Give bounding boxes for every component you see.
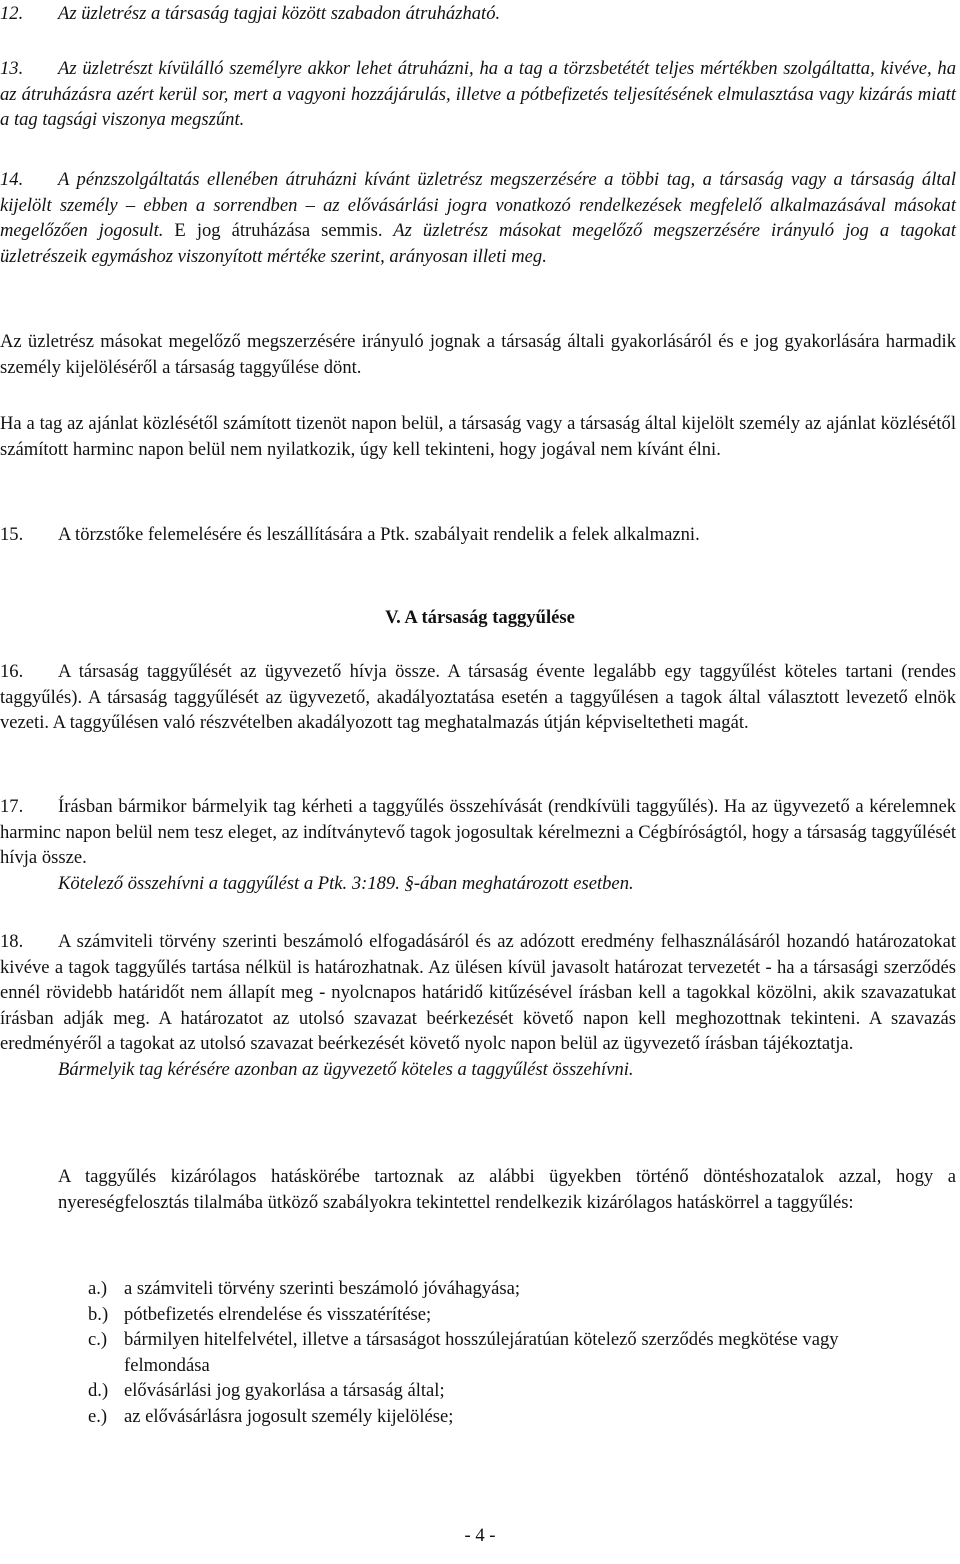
list-item-label: a.) <box>88 1278 108 1299</box>
paragraph-text: A taggyűlés kizárólagos hatáskörébe tartoznak az alábbi ügyekben történő döntéshozatalok azzal, hogy a nyereségfelosztás tilalmába ütköző szabályokra tekintettel rendelkezik kizárólagos hatáskörrel a taggyűlés: <box>58 1166 956 1213</box>
paragraph-16 <box>0 659 956 736</box>
paragraph-text: Írásban bármikor bármelyik tag kérheti a taggyűlés összehívását (rendkívüli taggyűlés). Ha az ügyvezető a kérelemnek harminc napon belül nem tesz eleget, az indítványtevő tagok jogosultak kérelmezni a Cégbíróságtól, hogy a társaság taggyűlését hívja össze. <box>0 796 956 869</box>
paragraph-text-2: Kötelező összehívni a taggyűlést a Ptk. 3:189. §-ában meghatározott esetben. <box>58 872 634 894</box>
list-item-text: pótbefizetés elrendelése és visszatérítése; <box>124 1303 432 1325</box>
paragraph-text: Az üzletrész a társaság tagjai között szabadon átruházható. <box>58 3 501 24</box>
paragraph-14-decision: Az üzletrész másokat megelőző megszerzésére irányuló jognak a társaság általi gyakorlásáról és e jog gyakorlására harmadik személy kijelöléséről a társaság taggyűlése dönt. <box>0 331 956 378</box>
list-item <box>88 1404 908 1430</box>
paragraph-12 <box>0 1 956 27</box>
competence-list <box>88 1276 908 1430</box>
paragraph-number: 18. <box>0 931 24 952</box>
paragraph-number <box>0 1164 58 1190</box>
section-heading: V. A társaság taggyűlése <box>385 607 575 628</box>
list-item <box>88 1378 908 1404</box>
paragraph-19 <box>0 1164 956 1215</box>
page-number: - 4 - <box>464 1525 496 1546</box>
paragraph-number: 15. <box>0 524 24 545</box>
paragraph-14-deadline: Ha a tag az ajánlat közlésétől számított tizenöt napon belül, a társaság vagy a társaság által kijelölt személy az ajánlat közlésétől számított harminc napon belül nem nyilatkozik, úgy kell tekinteni, hogy jogával nem kívánt élni. <box>0 413 956 460</box>
paragraph-number: 17. <box>0 796 24 817</box>
paragraph-number: 16. <box>0 661 24 682</box>
paragraph-text: Az üzletrészt kívülálló személyre akkor lehet átruházni, ha a tag a törzsbetétét teljes mértékben szolgáltatta, kivéve, ha az átruházásra azért kerül sor, mert a vagyoni hozzájárulás, illetve a pótbefizetés teljesítésének elmulasztása vagy kizárás miatt a tag tagsági viszonya megszűnt. <box>0 58 956 131</box>
paragraph-number: 14. <box>0 169 24 190</box>
list-item-text: az elővásárlásra jogosult személy kijelölése; <box>124 1405 454 1427</box>
paragraph-text-2: Bármelyik tag kérésére azonban az ügyvezető köteles a taggyűlést összehívni. <box>58 1058 634 1080</box>
paragraph-13 <box>0 56 956 133</box>
list-item-label: e.) <box>88 1405 108 1427</box>
list-item-label: d.) <box>88 1380 109 1402</box>
paragraph-text-italic: A pénzszolgáltatás ellenében átruházni kívánt üzletrész megszerzésére a többi tag, a társaság vagy a társaság által kijelölt személy – ebben a sorrendben – az elővásárlási jogra vonatkozó rendelkezések megfelelő alkalmazásával másokat megelőzően jogosult. <box>0 169 956 242</box>
paragraph-text: A törzstőke felemelésére és leszállítására a Ptk. szabályait rendelik a felek alkalmazni. <box>58 524 700 545</box>
paragraph-text-italic-2: Az üzletrész másokat megelőző megszerzésére irányuló jog a tagokat üzletrészeik egymáshoz viszonyított mértéke szerint, arányosan illeti meg. <box>0 220 956 267</box>
list-item <box>88 1302 908 1328</box>
list-item <box>88 1276 908 1302</box>
paragraph-number: 13. <box>0 58 24 79</box>
list-item-text: bármilyen hitelfelvétel, illetve a társaságot hosszúlejáratúan kötelező szerződés megkötése vagy felmondása <box>124 1329 839 1376</box>
list-item <box>88 1327 908 1378</box>
paragraph-text: A társaság taggyűlését az ügyvezető hívja össze. A társaság évente legalább egy taggyűlést köteles tartani (rendes taggyűlés). A társaság taggyűlését az ügyvezető, akadályoztatása esetén a taggyűlésen a tagok által választott levezető elnök vezeti. A taggyűlésen való részvételben akadályozott tag meghatalmazás útján képviseltetheti magát. <box>0 661 956 734</box>
paragraph-text: A számviteli törvény szerinti beszámoló elfogadásáról és az adózott eredmény felhasználásáról hozandó határozatokat kivéve a tagok taggyűlés tartása nélkül is határozhatnak. Az ülésen kívül javasolt határozat tervezetét - ha a társasági szerződés ennél rövidebb határidőt nem állapít meg - nyolcnapos határidő kitűzésével írásban kell a tagokkal közölni, akik szavazatukat írásban adják meg. A határozatot az utolsó szavazat beérkezését követő napon kell meghozottnak tekinteni. A szavazás eredményéről a tagokat az utolsó szavazat beérkezését követő nyolc napon belül az ügyvezető írásban tájékoztatja. <box>0 931 956 1055</box>
paragraph-18 <box>0 929 956 1083</box>
paragraph-number: 12. <box>0 3 24 24</box>
paragraph-15 <box>0 522 956 548</box>
paragraph-14 <box>0 167 956 269</box>
list-item-label: b.) <box>88 1303 109 1325</box>
list-item-text: a számviteli törvény szerinti beszámoló jóváhagyása; <box>124 1278 521 1299</box>
paragraph-17 <box>0 794 956 896</box>
paragraph-text-normal: E jog átruházása semmis. <box>163 220 383 242</box>
list-item-label: c.) <box>88 1329 108 1351</box>
list-item-text: elővásárlási jog gyakorlása a társaság által; <box>124 1380 445 1402</box>
